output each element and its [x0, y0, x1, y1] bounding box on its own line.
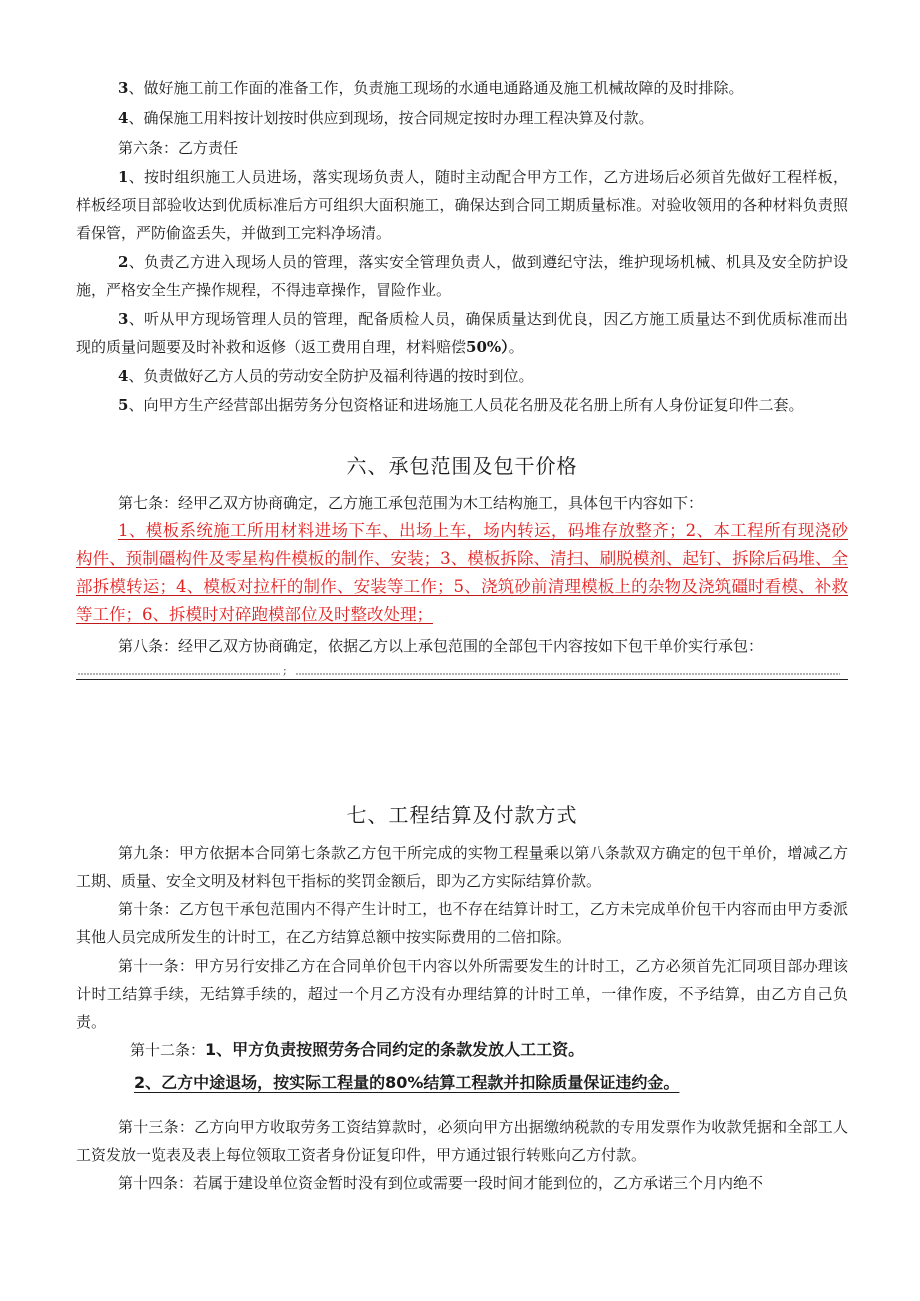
clause-number: 4: [118, 367, 129, 385]
clause-b3: 3、听从甲方现场管理人员的管理，配备质检人员，确保质量达到优良，因乙方施工质量达不到优质标准而出现的质量问题要及时补救和返修（返工费用自理，材料赔偿50%）。: [76, 310, 848, 356]
article-14: 第十四条：若属于建设单位资金暂时没有到位或需要一段时间才能到位的，乙方承诺三个月内绝不: [118, 1174, 764, 1192]
clause-number: 3: [118, 79, 129, 97]
article-9: 第九条：甲方依据本合同第七条款乙方包干所完成的实物工程量乘以第八条款双方确定的包干单价，增减乙方工期、质量、安全文明及材料包干指标的奖罚金额后，即为乙方实际结算价款。: [76, 844, 848, 890]
clause-number: 5: [118, 396, 129, 414]
clause-a3: 3、做好施工前工作面的准备工作，负责施工现场的水通电通路通及施工机械故障的及时排除。: [118, 79, 744, 97]
article-12-item-1: 第十二条：1、甲方负责按照劳务合同约定的条款发放人工工资。: [130, 1040, 585, 1059]
section-heading-7: 七、工程结算及付款方式: [346, 803, 578, 827]
article-11: 第十一条：甲方另行安排乙方在合同单价包干内容以外所需要发生的计时工，乙方必须首先汇同项目部办理该计时工结算手续，无结算手续的，超过一个月乙方没有办理结算的计时工单，一律作废，不予结算，由乙方自己负责。: [76, 957, 848, 1031]
page-divider: [76, 679, 848, 680]
clause-b1: 1、按时组织施工人员进场，落实现场负责人，随时主动配合甲方工作，乙方进场后必须首先做好工程样板，样板经项目部验收达到优质标准后方可组织大面积施工，确保达到合同工期质量标准。对验收领用的各种材料负责照看保管，严防偷盗丢失，并做到工完料净场清。: [76, 168, 848, 242]
scope-clause-highlighted: 1、模板系统施工所用材料进场下车、出场上车，场内转运，码堆存放整齐；2、本工程所有现浇砂构件、预制礓构件及零星构件模板的制作、安装；3、模板拆除、清扫、刷脱模剂、起钉、拆除后码堆、全部拆模转运；4、模板对拉杆的制作、安装等工作；5、浇筑砂前清理模板上的杂物及浇筑礓时看模、补救等工作；6、拆模时对碎跑模部位及时整改处理；: [76, 521, 848, 624]
article-6: 第六条：乙方责任: [118, 139, 239, 157]
article-13: 第十三条：乙方向甲方收取劳务工资结算款时，必须向甲方出据缴纳税款的专用发票作为收款凭据和全部工人工资发放一览表及表上每位领取工资者身份证复印件，甲方通过银行转账向乙方付款。: [76, 1118, 848, 1164]
blank-fill-line: [76, 670, 848, 678]
clause-b2: 2、负责乙方进入现场人员的管理，落实安全管理负责人，做到遵纪守法，维护现场机械、机具及安全防护设施，严格安全生产操作规程，不得违章操作，冒险作业。: [76, 253, 848, 299]
article-12-item-2: 2、乙方中途退场，按实际工程量的80%结算工程款并扣除质量保证违约金。: [134, 1073, 680, 1092]
article-8: 第八条：经甲乙双方协商确定，依据乙方以上承包范围的全部包干内容按如下包干单价实行承包：: [118, 637, 764, 655]
article-7: 第七条：经甲乙双方协商确定，乙方施工承包范围为木工结构施工，具体包干内容如下：: [118, 494, 704, 512]
clause-number: 4: [118, 109, 129, 127]
section-heading-6: 六、承包范围及包干价格: [346, 454, 578, 478]
blank-separator: ;: [283, 664, 287, 677]
clause-a4: 4、确保施工用料按计划按时供应到现场，按合同规定按时办理工程决算及付款。: [118, 109, 654, 127]
article-10: 第十条：乙方包干承包范围内不得产生计时工，也不存在结算计时工，乙方未完成单价包干内容而由甲方委派其他人员完成所发生的计时工，在乙方结算总额中按实际费用的二倍扣除。: [76, 900, 848, 946]
clause-b5: 5、向甲方生产经营部出据劳务分包资格证和进场施工人员花名册及花名册上所有人身份证复印件二套。: [118, 396, 804, 414]
clause-number: 2: [118, 253, 129, 271]
clause-b4: 4、负责做好乙方人员的劳动安全防护及福利待遇的按时到位。: [118, 367, 534, 385]
clause-number: 3: [118, 310, 129, 328]
clause-number: 1: [118, 168, 129, 186]
